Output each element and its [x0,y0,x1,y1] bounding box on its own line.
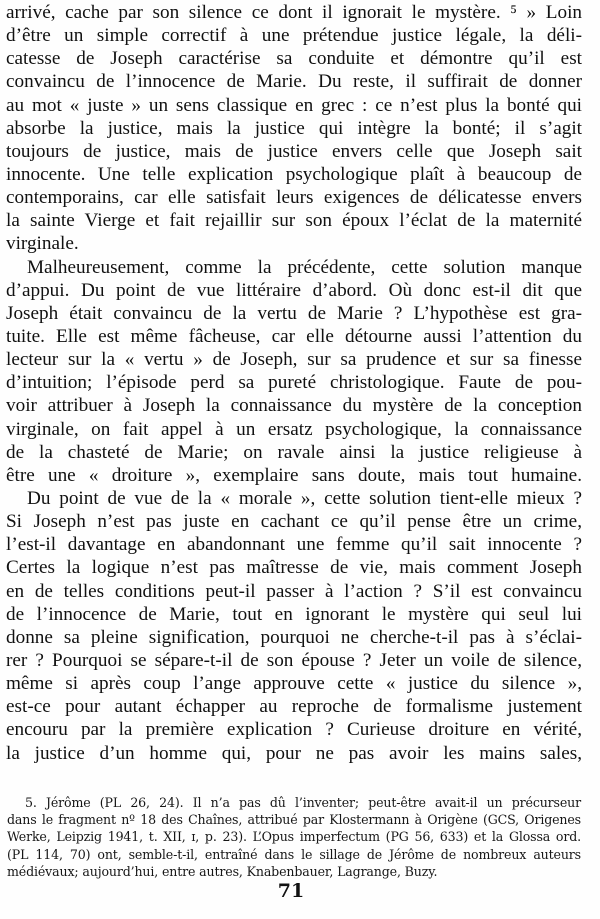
footnote-line: médiévaux; aujourd’hui, entre autres, Knabenbauer, Lagrange, Buzy. [7,863,438,879]
body-line: tuite. Elle est même fâcheuse, car elle détourne aussi l’attention du [6,325,582,347]
body-line: innocente. Une telle explication psychologique plaît à beaucoup de [6,163,582,185]
body-line: d’être un simple correctif à une prétendue justice légale, la déli- [6,25,582,47]
body-line: voir attribuer à Joseph la connaissance du mystère de la conception [6,395,582,417]
footnote-line: 5. Jérôme (PL 26, 24). Il n’a pas dû l’inventer; peut-être avait-il un précurseur [25,795,581,810]
body-line: être une « droiture », exemplaire sans doute, mais tout humaine. [6,464,582,486]
body-line: catesse de Joseph caractérise sa conduite et démontre qu’il est [6,48,582,70]
body-line: Certes la logique n’est pas maîtresse de vie, mais comment Joseph [6,557,582,579]
body-line: est-ce pour autant échapper au reproche de formalisme justement [6,696,582,718]
body-line: la sainte Vierge et fait rejaillir sur son époux l’éclat de la maternité [6,210,582,232]
page-number: 71 [277,880,305,902]
body-line: la justice d’un homme qui, pour ne pas avoir les mains sales, [6,742,582,764]
body-line: lecteur sur la « vertu » de Joseph, sur sa prudence et sur sa finesse [6,349,582,371]
body-line: l’est-il davantage en abandonnant une femme qu’il sait innocente ? [6,534,582,556]
body-line: virginale. [6,233,79,255]
body-line: absorbe la justice, mais la justice qui intègre la bonté; il s’agit [6,117,582,139]
body-line: arrivé, cache par son silence ce dont il ignorait le mystère. ⁵ » Loin [6,2,582,23]
footnote [7,794,581,880]
body-line: de la chasteté de Marie; on ravale ainsi la justice religieuse à [6,441,582,463]
body-line: rer ? Pourquoi se sépare-t-il de son épouse ? Jeter un voile de silence, [6,649,582,671]
body-line: convaincu de l’innocence de Marie. Du reste, il suffirait de donner [6,71,582,93]
body-line: Joseph était convaincu de la vertu de Marie ? L’hypothèse est gra- [6,302,582,324]
body-line: de l’innocence de Marie, tout en ignorant le mystère qui seul lui [6,603,582,625]
body-line: donne sa pleine signification, pourquoi ne cherche-t-il pas à s’éclai- [6,626,582,648]
paragraph-start-line: Du point de vue de la « morale », cette solution tient-elle mieux ? [27,487,582,509]
footnote-line: (PL 114, 70) ont, semble-t-il, entraîné dans le sillage de Jérôme de nombreux auteurs [7,846,581,862]
body-line: même si après coup l’ange approuve cette « justice du silence », [6,673,582,695]
body-line: Si Joseph n’est pas juste en cachant ce qu’il pense être un crime, [6,511,582,533]
body-text [6,1,582,765]
paragraph-start-line: Malheureusement, comme la précédente, cette solution manque [27,256,582,278]
body-line: toujours de justice, mais de justice envers celle que Joseph sait [6,140,582,162]
body-line: contemporains, car elle satisfait leurs exigences de délicatesse envers [6,187,582,209]
body-line: virginale, on fait appel à un ersatz psychologique, la connaissance [6,418,582,440]
body-line: d’appui. Du point de vue littéraire d’abord. Où donc est-il dit que [6,279,582,301]
footnote-line: Werke, Leipzig 1941, t. XII, ɪ, p. 23). L’Opus imperfectum (PG 56, 633) et la Glossa ord. [7,829,581,845]
body-line: en de telles conditions peut-il passer à l’action ? S’il est convaincu [6,580,582,602]
body-line: d’intuition; l’épisode perd sa pureté christologique. Faute de pou- [6,372,582,394]
body-line: au mot « juste » un sens classique en grec : ce n’est plus la bonté qui [6,94,582,116]
footnote-line: dans le fragment nº 18 des Chaînes, attribué par Klostermann à Origène (GCS, Origenes [7,812,581,828]
body-line: encouru par la première explication ? Curieuse droiture en vérité, [6,719,582,741]
